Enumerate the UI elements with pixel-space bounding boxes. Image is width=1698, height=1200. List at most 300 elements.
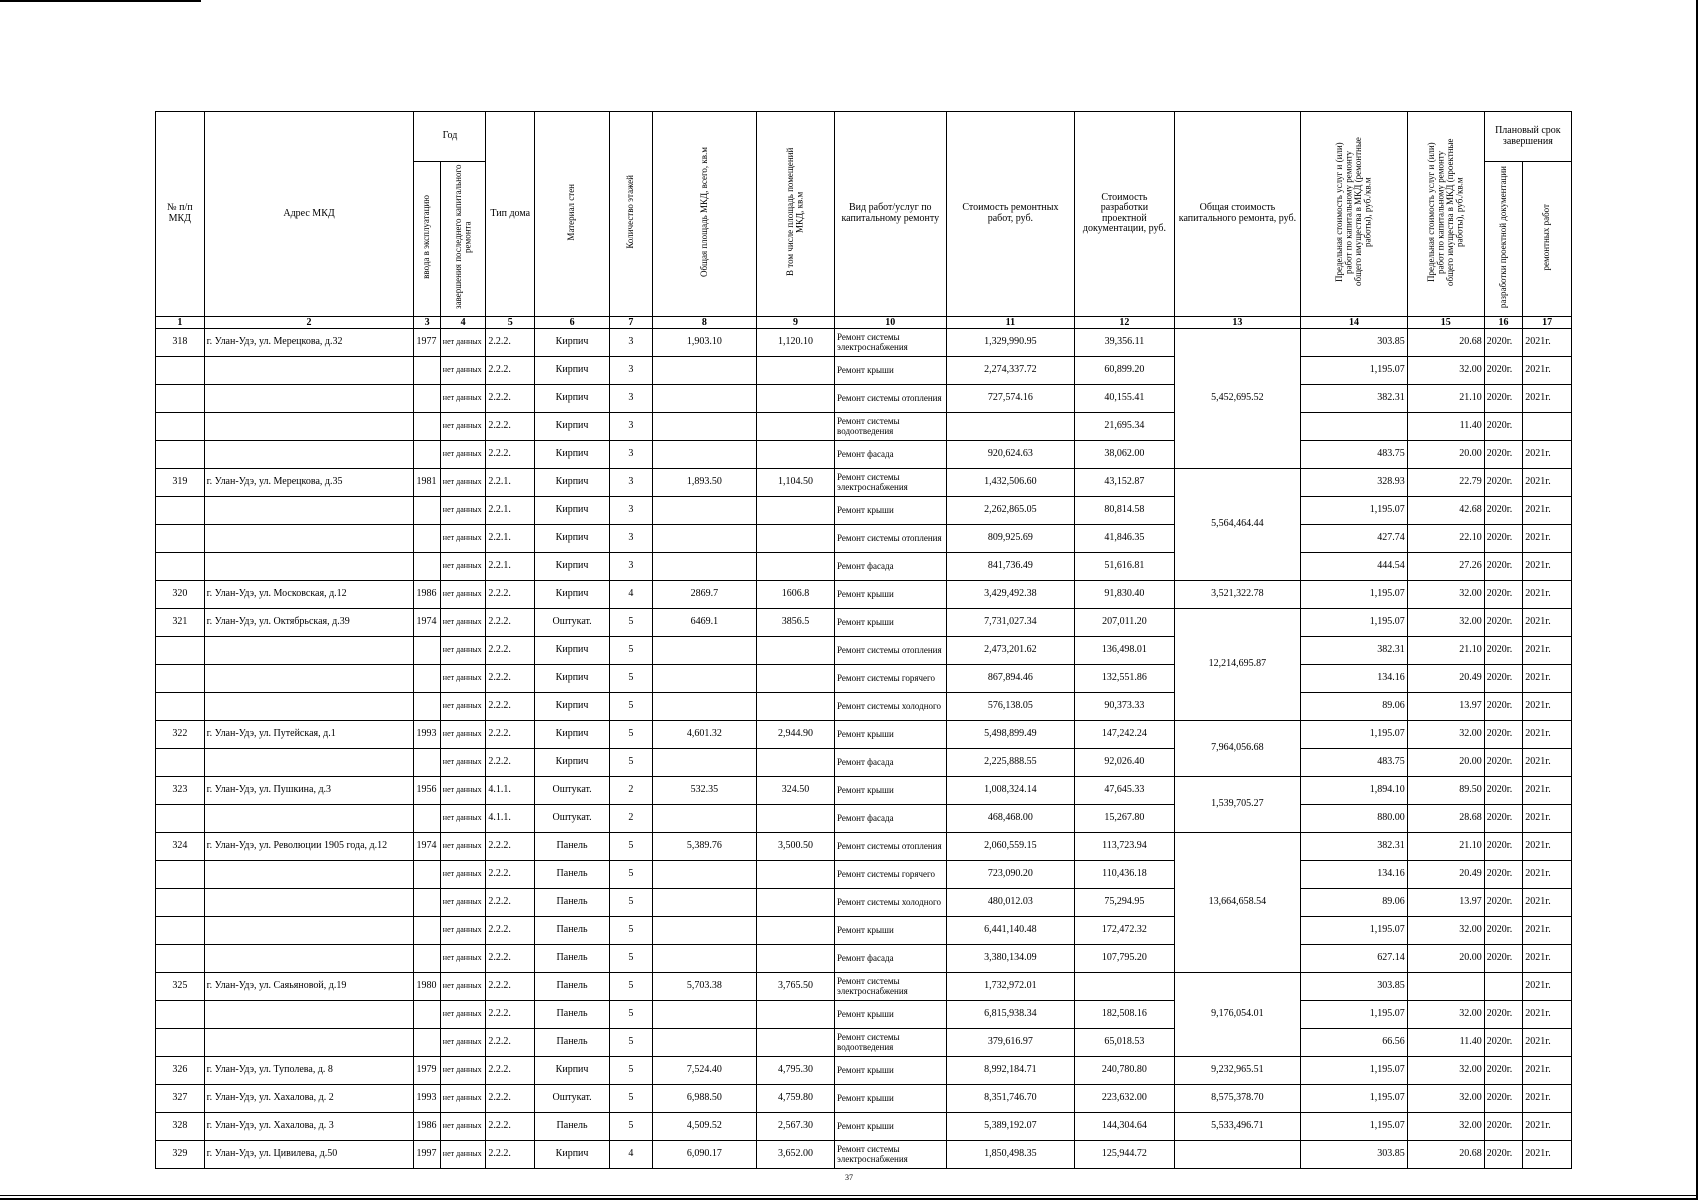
table-row	[156, 664, 1572, 692]
cell-floor-count: 5	[610, 664, 653, 692]
cell-limit-repair: 134.16	[1301, 860, 1407, 888]
cell-repair-cost: 468,468.00	[946, 804, 1075, 832]
cell-term-project: 2020г.	[1484, 1084, 1523, 1112]
cell-work-type: Ремонт фасада	[835, 440, 946, 468]
cell-address: г. Улан-Удэ, ул. Революции 1905 года, д.12	[204, 832, 414, 860]
cell-work-type: Ремонт системы горячего	[835, 664, 946, 692]
cell-repair-cost: 2,473,201.62	[946, 636, 1075, 664]
cell-project-cost: 107,795.20	[1075, 944, 1174, 972]
table-row	[156, 636, 1572, 664]
cell-term-project: 2020г.	[1484, 944, 1523, 972]
cell-row-number	[156, 692, 205, 720]
cell-repair-cost: 576,138.05	[946, 692, 1075, 720]
cell-row-number	[156, 888, 205, 916]
cell-total-area	[652, 440, 756, 468]
cell-total-area	[652, 664, 756, 692]
cell-house-type: 2.2.2.	[486, 916, 535, 944]
cell-year-commissioned	[414, 1000, 440, 1028]
cell-premises-area	[757, 524, 835, 552]
table-row	[156, 1084, 1572, 1112]
cell-premises-area: 2,567.30	[757, 1112, 835, 1140]
cell-term-repair: 2021г.	[1523, 972, 1572, 1000]
cell-wall-material: Кирпич	[535, 328, 610, 356]
cell-year-commissioned: 1956	[414, 776, 440, 804]
cell-last-repair-year: нет данных	[440, 1084, 486, 1112]
cell-last-repair-year: нет данных	[440, 804, 486, 832]
cell-wall-material: Панель	[535, 888, 610, 916]
cell-last-repair-year: нет данных	[440, 692, 486, 720]
header-house-type: Тип дома	[486, 112, 535, 317]
cell-house-type: 2.2.2.	[486, 440, 535, 468]
cell-term-project: 2020г.	[1484, 384, 1523, 412]
cell-work-type: Ремонт системы отопления	[835, 524, 946, 552]
cell-limit-project: 89.50	[1407, 776, 1484, 804]
cell-floor-count: 5	[610, 1112, 653, 1140]
cell-last-repair-year: нет данных	[440, 580, 486, 608]
cell-house-type: 2.2.2.	[486, 328, 535, 356]
cell-term-project: 2020г.	[1484, 1112, 1523, 1140]
cell-premises-area: 1606.8	[757, 580, 835, 608]
cell-project-cost: 40,155.41	[1075, 384, 1174, 412]
cell-house-type: 4.1.1.	[486, 804, 535, 832]
cell-house-type: 2.2.2.	[486, 1140, 535, 1168]
cell-year-commissioned	[414, 888, 440, 916]
cell-last-repair-year: нет данных	[440, 356, 486, 384]
cell-repair-cost: 3,429,492.38	[946, 580, 1075, 608]
table-row	[156, 440, 1572, 468]
cell-limit-repair: 382.31	[1301, 832, 1407, 860]
column-number: 4	[440, 316, 486, 328]
cell-work-type: Ремонт крыши	[835, 1084, 946, 1112]
cell-repair-cost: 480,012.03	[946, 888, 1075, 916]
cell-total-cost: 5,533,496.71	[1174, 1112, 1301, 1140]
cell-premises-area	[757, 384, 835, 412]
cell-work-type: Ремонт системы водоотведения	[835, 1028, 946, 1056]
cell-wall-material: Панель	[535, 832, 610, 860]
cell-term-repair: 2021г.	[1523, 1140, 1572, 1168]
header-limit-repair: Предельная стоимость услуг и (или) работ по капитальному ремонту общего имущества в МКД (ремонтные работы), руб./кв.м	[1301, 112, 1407, 317]
cell-house-type: 4.1.1.	[486, 776, 535, 804]
column-number: 5	[486, 316, 535, 328]
cell-limit-repair: 1,195.07	[1301, 580, 1407, 608]
cell-total-area	[652, 496, 756, 524]
cell-premises-area: 1,120.10	[757, 328, 835, 356]
cell-term-repair: 2021г.	[1523, 776, 1572, 804]
column-number: 1	[156, 316, 205, 328]
cell-last-repair-year: нет данных	[440, 1028, 486, 1056]
cell-row-number	[156, 552, 205, 580]
cell-term-project: 2020г.	[1484, 608, 1523, 636]
cell-limit-repair: 328.93	[1301, 468, 1407, 496]
table-row	[156, 496, 1572, 524]
cell-premises-area	[757, 412, 835, 440]
cell-row-number	[156, 916, 205, 944]
cell-term-project: 2020г.	[1484, 860, 1523, 888]
cell-address: г. Улан-Удэ, ул. Саяьяновой, д.19	[204, 972, 414, 1000]
cell-term-repair: 2021г.	[1523, 916, 1572, 944]
cell-wall-material: Кирпич	[535, 412, 610, 440]
cell-year-commissioned	[414, 552, 440, 580]
cell-year-commissioned: 1986	[414, 1112, 440, 1140]
cell-total-area: 6469.1	[652, 608, 756, 636]
cell-floor-count: 5	[610, 916, 653, 944]
cell-term-repair: 2021г.	[1523, 384, 1572, 412]
table-row	[156, 468, 1572, 496]
cell-term-repair: 2021г.	[1523, 832, 1572, 860]
cell-limit-project: 11.40	[1407, 1028, 1484, 1056]
cell-address	[204, 636, 414, 664]
cell-work-type: Ремонт крыши	[835, 1000, 946, 1028]
cell-premises-area	[757, 748, 835, 776]
cell-term-repair: 2021г.	[1523, 1084, 1572, 1112]
cell-address	[204, 412, 414, 440]
header-total-area: Общая площадь МКД, всего, кв.м	[652, 112, 756, 317]
cell-term-project: 2020г.	[1484, 1028, 1523, 1056]
cell-term-repair: 2021г.	[1523, 664, 1572, 692]
column-number: 11	[946, 316, 1075, 328]
cell-term-project: 2020г.	[1484, 692, 1523, 720]
cell-year-commissioned	[414, 412, 440, 440]
cell-year-commissioned	[414, 524, 440, 552]
cell-premises-area	[757, 496, 835, 524]
cell-term-repair: 2021г.	[1523, 552, 1572, 580]
cell-term-repair: 2021г.	[1523, 1028, 1572, 1056]
cell-address	[204, 916, 414, 944]
cell-total-area	[652, 1000, 756, 1028]
cell-floor-count: 5	[610, 748, 653, 776]
cell-year-commissioned: 1974	[414, 832, 440, 860]
cell-floor-count: 3	[610, 356, 653, 384]
cell-total-cost: 5,452,695.52	[1174, 328, 1301, 468]
cell-limit-repair: 1,195.07	[1301, 496, 1407, 524]
cell-row-number: 319	[156, 468, 205, 496]
cell-row-number	[156, 356, 205, 384]
table-row	[156, 720, 1572, 748]
cell-limit-project: 32.00	[1407, 356, 1484, 384]
cell-limit-project	[1407, 972, 1484, 1000]
cell-work-type: Ремонт системы водоотведения	[835, 412, 946, 440]
table-row	[156, 1056, 1572, 1084]
cell-limit-repair: 382.31	[1301, 384, 1407, 412]
cell-project-cost: 240,780.80	[1075, 1056, 1174, 1084]
cell-premises-area	[757, 804, 835, 832]
cell-row-number: 324	[156, 832, 205, 860]
cell-row-number	[156, 748, 205, 776]
cell-total-area: 6,988.50	[652, 1084, 756, 1112]
cell-repair-cost: 1,432,506.60	[946, 468, 1075, 496]
cell-address: г. Улан-Удэ, ул. Октябрьская, д.39	[204, 608, 414, 636]
cell-row-number: 322	[156, 720, 205, 748]
cell-limit-repair: 303.85	[1301, 328, 1407, 356]
cell-limit-project: 20.49	[1407, 664, 1484, 692]
column-number: 10	[835, 316, 946, 328]
cell-year-commissioned: 1997	[414, 1140, 440, 1168]
header-term-project: разработки проектной документации	[1484, 162, 1523, 317]
cell-row-number: 320	[156, 580, 205, 608]
cell-row-number	[156, 664, 205, 692]
cell-limit-repair	[1301, 412, 1407, 440]
cell-last-repair-year: нет данных	[440, 748, 486, 776]
cell-row-number	[156, 440, 205, 468]
cell-term-repair: 2021г.	[1523, 1112, 1572, 1140]
cell-wall-material: Панель	[535, 916, 610, 944]
column-number: 12	[1075, 316, 1174, 328]
cell-premises-area	[757, 552, 835, 580]
cell-limit-project: 27.26	[1407, 552, 1484, 580]
cell-house-type: 2.2.2.	[486, 1112, 535, 1140]
cell-house-type: 2.2.2.	[486, 664, 535, 692]
cell-premises-area: 3,652.00	[757, 1140, 835, 1168]
cell-work-type: Ремонт системы электроснабжения	[835, 972, 946, 1000]
cell-limit-project: 32.00	[1407, 608, 1484, 636]
cell-total-area: 1,893.50	[652, 468, 756, 496]
cell-year-commissioned	[414, 356, 440, 384]
cell-floor-count: 5	[610, 1028, 653, 1056]
cell-floor-count: 5	[610, 860, 653, 888]
cell-house-type: 2.2.2.	[486, 720, 535, 748]
cell-row-number	[156, 1000, 205, 1028]
cell-repair-cost: 2,060,559.15	[946, 832, 1075, 860]
cell-project-cost: 147,242.24	[1075, 720, 1174, 748]
cell-project-cost: 38,062.00	[1075, 440, 1174, 468]
cell-total-area: 2869.7	[652, 580, 756, 608]
cell-repair-cost: 5,498,899.49	[946, 720, 1075, 748]
cell-address: г. Улан-Удэ, ул. Туполева, д. 8	[204, 1056, 414, 1084]
cell-floor-count: 3	[610, 496, 653, 524]
cell-work-type: Ремонт фасада	[835, 804, 946, 832]
column-number: 7	[610, 316, 653, 328]
cell-total-area	[652, 1028, 756, 1056]
cell-total-cost: 1,539,705.27	[1174, 776, 1301, 832]
cell-wall-material: Панель	[535, 1112, 610, 1140]
cell-project-cost: 15,267.80	[1075, 804, 1174, 832]
cell-limit-project: 32.00	[1407, 1084, 1484, 1112]
cell-year-commissioned	[414, 916, 440, 944]
cell-total-area: 4,509.52	[652, 1112, 756, 1140]
cell-last-repair-year: нет данных	[440, 860, 486, 888]
cell-term-repair: 2021г.	[1523, 496, 1572, 524]
cell-last-repair-year: нет данных	[440, 1000, 486, 1028]
header-year-commissioned: ввода в эксплуатацию	[414, 162, 440, 317]
cell-row-number: 325	[156, 972, 205, 1000]
cell-project-cost: 172,472.32	[1075, 916, 1174, 944]
cell-premises-area	[757, 440, 835, 468]
cell-row-number	[156, 412, 205, 440]
cell-year-commissioned	[414, 860, 440, 888]
cell-work-type: Ремонт системы горячего	[835, 860, 946, 888]
cell-repair-cost: 2,262,865.05	[946, 496, 1075, 524]
cell-work-type: Ремонт крыши	[835, 496, 946, 524]
cell-floor-count: 5	[610, 1056, 653, 1084]
column-number: 9	[757, 316, 835, 328]
table-row	[156, 384, 1572, 412]
cell-total-area	[652, 384, 756, 412]
cell-last-repair-year: нет данных	[440, 1140, 486, 1168]
cell-limit-project: 11.40	[1407, 412, 1484, 440]
header-total-cost: Общая стоимость капитального ремонта, руб.	[1174, 112, 1301, 317]
cell-work-type: Ремонт крыши	[835, 608, 946, 636]
cell-total-area: 5,389.76	[652, 832, 756, 860]
cell-year-commissioned	[414, 636, 440, 664]
column-number: 8	[652, 316, 756, 328]
cell-last-repair-year: нет данных	[440, 328, 486, 356]
header-number: № п/п МКД	[156, 112, 205, 317]
cell-project-cost: 21,695.34	[1075, 412, 1174, 440]
cell-floor-count: 3	[610, 468, 653, 496]
cell-term-repair: 2021г.	[1523, 944, 1572, 972]
cell-year-commissioned	[414, 1028, 440, 1056]
cell-repair-cost: 1,329,990.95	[946, 328, 1075, 356]
cell-premises-area	[757, 1000, 835, 1028]
cell-term-repair: 2021г.	[1523, 860, 1572, 888]
cell-work-type: Ремонт крыши	[835, 776, 946, 804]
cell-repair-cost	[946, 412, 1075, 440]
cell-wall-material: Оштукат.	[535, 804, 610, 832]
cell-limit-project: 21.10	[1407, 832, 1484, 860]
cell-premises-area	[757, 636, 835, 664]
cell-repair-cost: 8,351,746.70	[946, 1084, 1075, 1112]
cell-project-cost: 207,011.20	[1075, 608, 1174, 636]
header-premises-area: В том числе площадь помещений МКД, кв.м	[757, 112, 835, 317]
cell-floor-count: 3	[610, 524, 653, 552]
cell-limit-project: 21.10	[1407, 384, 1484, 412]
cell-term-project	[1484, 972, 1523, 1000]
cell-limit-repair: 303.85	[1301, 1140, 1407, 1168]
cell-limit-project: 42.68	[1407, 496, 1484, 524]
cell-limit-repair: 427.74	[1301, 524, 1407, 552]
cell-limit-project: 22.10	[1407, 524, 1484, 552]
cell-house-type: 2.2.2.	[486, 888, 535, 916]
cell-row-number: 328	[156, 1112, 205, 1140]
cell-last-repair-year: нет данных	[440, 916, 486, 944]
cell-row-number	[156, 524, 205, 552]
cell-project-cost: 60,899.20	[1075, 356, 1174, 384]
cell-limit-repair: 1,195.07	[1301, 720, 1407, 748]
cell-limit-project: 32.00	[1407, 720, 1484, 748]
table-row	[156, 1028, 1572, 1056]
cell-total-area	[652, 916, 756, 944]
cell-total-cost: 9,176,054.01	[1174, 972, 1301, 1056]
scan-edge-line	[36, 0, 201, 2]
table-row	[156, 944, 1572, 972]
cell-row-number: 321	[156, 608, 205, 636]
cell-term-project: 2020г.	[1484, 1140, 1523, 1168]
cell-row-number: 329	[156, 1140, 205, 1168]
cell-term-repair: 2021г.	[1523, 692, 1572, 720]
cell-total-cost	[1174, 1140, 1301, 1168]
table-row	[156, 328, 1572, 356]
cell-last-repair-year: нет данных	[440, 1112, 486, 1140]
cell-year-commissioned: 1986	[414, 580, 440, 608]
cell-project-cost: 75,294.95	[1075, 888, 1174, 916]
cell-last-repair-year: нет данных	[440, 832, 486, 860]
cell-address	[204, 860, 414, 888]
cell-repair-cost: 723,090.20	[946, 860, 1075, 888]
cell-wall-material: Панель	[535, 1000, 610, 1028]
cell-year-commissioned	[414, 748, 440, 776]
cell-year-commissioned: 1993	[414, 1084, 440, 1112]
cell-total-area	[652, 552, 756, 580]
header-project-cost: Стоимость разработки проектной документации, руб.	[1075, 112, 1174, 317]
cell-premises-area	[757, 692, 835, 720]
cell-year-commissioned	[414, 944, 440, 972]
cell-limit-project: 20.68	[1407, 1140, 1484, 1168]
column-number: 17	[1523, 316, 1572, 328]
cell-address: г. Улан-Удэ, ул. Хахалова, д. 3	[204, 1112, 414, 1140]
cell-premises-area: 3856.5	[757, 608, 835, 636]
cell-work-type: Ремонт системы холодного	[835, 692, 946, 720]
cell-floor-count: 5	[610, 832, 653, 860]
cell-premises-area	[757, 944, 835, 972]
cell-last-repair-year: нет данных	[440, 888, 486, 916]
cell-term-project: 2020г.	[1484, 496, 1523, 524]
cell-premises-area: 324.50	[757, 776, 835, 804]
cell-house-type: 2.2.2.	[486, 356, 535, 384]
cell-limit-repair: 1,195.07	[1301, 608, 1407, 636]
cell-work-type: Ремонт системы отопления	[835, 636, 946, 664]
cell-limit-repair: 134.16	[1301, 664, 1407, 692]
header-term-group: Плановый срок завершения	[1484, 112, 1571, 162]
cell-row-number	[156, 944, 205, 972]
cell-premises-area: 2,944.90	[757, 720, 835, 748]
cell-term-project: 2020г.	[1484, 916, 1523, 944]
cell-house-type: 2.2.2.	[486, 1028, 535, 1056]
cell-wall-material: Панель	[535, 1028, 610, 1056]
cell-limit-repair: 880.00	[1301, 804, 1407, 832]
cell-project-cost: 136,498.01	[1075, 636, 1174, 664]
cell-work-type: Ремонт фасада	[835, 748, 946, 776]
scan-edge-line	[0, 0, 40, 2]
cell-limit-project: 32.00	[1407, 1112, 1484, 1140]
cell-last-repair-year: нет данных	[440, 468, 486, 496]
cell-repair-cost: 6,815,938.34	[946, 1000, 1075, 1028]
cell-address	[204, 524, 414, 552]
cell-floor-count: 3	[610, 552, 653, 580]
cell-row-number	[156, 804, 205, 832]
cell-house-type: 2.2.2.	[486, 748, 535, 776]
cell-wall-material: Кирпич	[535, 552, 610, 580]
cell-floor-count: 5	[610, 692, 653, 720]
cell-term-repair: 2021г.	[1523, 608, 1572, 636]
cell-house-type: 2.2.2.	[486, 384, 535, 412]
cell-term-project: 2020г.	[1484, 356, 1523, 384]
cell-limit-repair: 66.56	[1301, 1028, 1407, 1056]
cell-house-type: 2.2.2.	[486, 860, 535, 888]
table-row	[156, 412, 1572, 440]
cell-work-type: Ремонт крыши	[835, 580, 946, 608]
cell-repair-cost: 6,441,140.48	[946, 916, 1075, 944]
cell-term-project: 2020г.	[1484, 468, 1523, 496]
cell-term-project: 2020г.	[1484, 552, 1523, 580]
cell-work-type: Ремонт системы электроснабжения	[835, 1140, 946, 1168]
cell-total-area: 532.35	[652, 776, 756, 804]
cell-floor-count: 5	[610, 636, 653, 664]
cell-row-number	[156, 496, 205, 524]
cell-total-area	[652, 412, 756, 440]
cell-wall-material: Кирпич	[535, 720, 610, 748]
cell-year-commissioned: 1977	[414, 328, 440, 356]
column-number: 3	[414, 316, 440, 328]
cell-term-repair: 2021г.	[1523, 524, 1572, 552]
cell-total-cost: 8,575,378.70	[1174, 1084, 1301, 1112]
cell-house-type: 2.2.2.	[486, 832, 535, 860]
cell-year-commissioned	[414, 496, 440, 524]
cell-repair-cost: 5,389,192.07	[946, 1112, 1075, 1140]
cell-address	[204, 384, 414, 412]
repair-program-table	[155, 111, 1572, 1169]
cell-address	[204, 1028, 414, 1056]
cell-floor-count: 5	[610, 720, 653, 748]
